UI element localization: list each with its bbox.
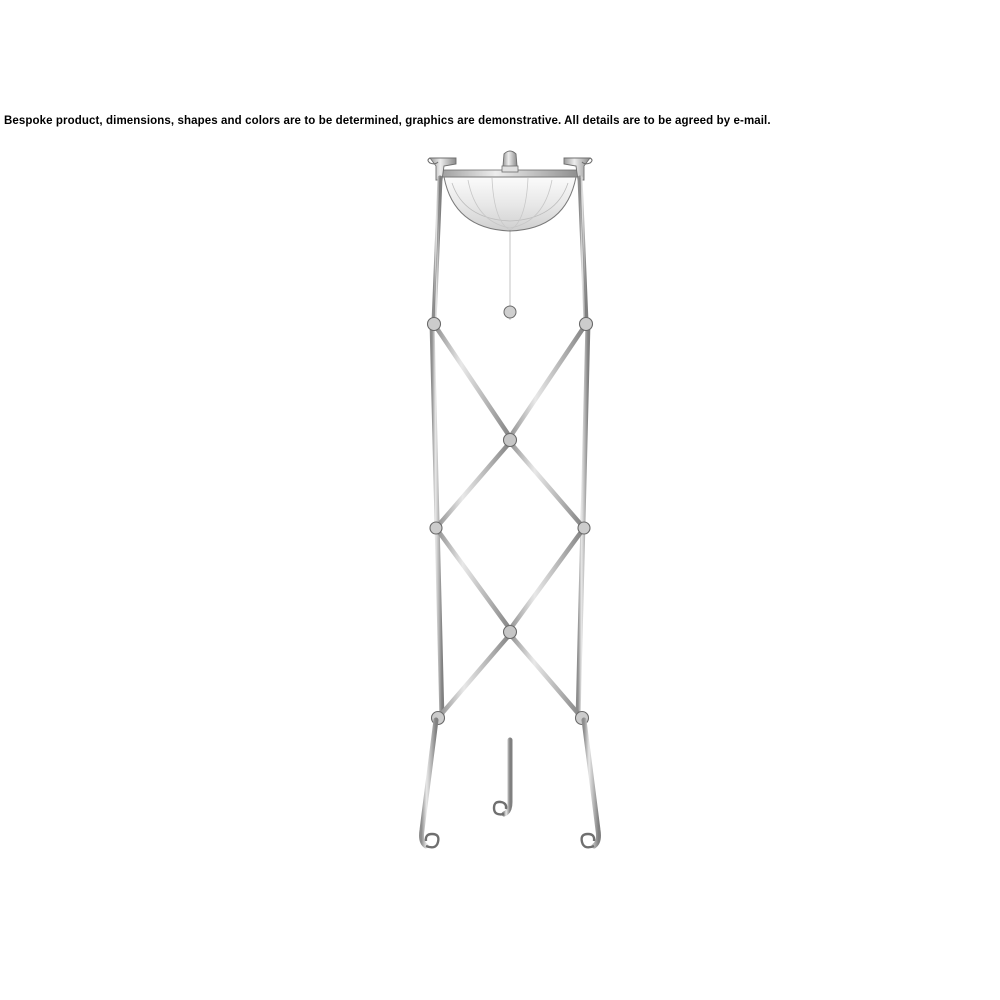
stand-scissor-lattice — [428, 318, 593, 801]
disclaimer-text: Bespoke product, dimensions, shapes and colors are to be determined, graphics are demonstrative. All details are to be agreed by e-mail. — [4, 115, 771, 127]
product-illustration-svg — [400, 140, 620, 880]
stand-feet — [422, 720, 599, 847]
stand-top-assembly — [428, 151, 592, 231]
product-illustration — [400, 140, 620, 880]
